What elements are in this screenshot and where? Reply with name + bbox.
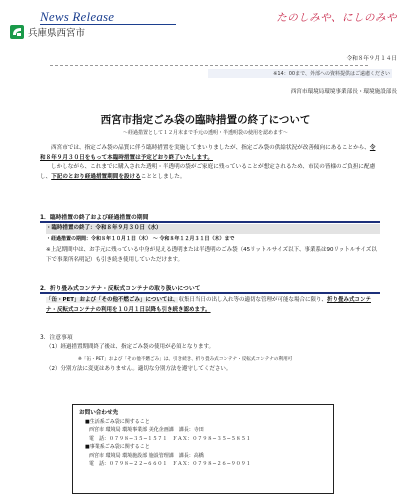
end-date-line: ・臨時措置の終了：令和８年９月３０日（水） bbox=[46, 224, 380, 234]
contact-group2-org: 西宮市 環境局 環境施設部 施設管理課 課長：高橋 bbox=[89, 452, 204, 459]
section3-heading: 3．注意事項 bbox=[40, 335, 73, 341]
section1-heading: 1．臨時措置の終了および経過措置の期間 bbox=[40, 215, 149, 221]
intro-p2-text: しかしながら、これまでに購入された透明・半透明の袋がご家庭に残っていることが想定されるため、市民の皆様のご負担に配慮し、 bbox=[40, 164, 376, 180]
section2-condition: 収集日当日の出し入れ等の適切な管理が可能な場合に限り、 bbox=[178, 297, 327, 303]
intro-paragraph-1 bbox=[40, 144, 380, 163]
intro-p2-emphasis: 下記のとおり経過措置期間を設ける bbox=[51, 173, 141, 180]
section2-body bbox=[46, 296, 380, 315]
section1-note: ※上記期間中は、お手元に残っている中身が見える透明または半透明のごみ袋（45リットルサイズ以下、事業系は90リットルサイズ以下で事業所名明記）も引き続き使用していただけます。 bbox=[46, 247, 377, 263]
intro-p1-emphasis: 令和８年９月３０日をもって本臨時措置は予定どおり終了いたします。 bbox=[40, 145, 376, 161]
section1-rule bbox=[40, 221, 380, 223]
section2-heading: 2．折り畳み式コンテナ・反転式コンテナの取り扱いについて bbox=[40, 286, 201, 292]
contact-group2-title: ■事業系ごみ袋に関すること bbox=[85, 444, 150, 450]
section2-rule bbox=[40, 292, 380, 294]
page-title: 西宮市指定ごみ袋の臨時措置の終了について bbox=[100, 114, 311, 126]
release-date: 令和８年９月１４日 bbox=[346, 56, 397, 62]
intro-paragraph-2 bbox=[40, 163, 380, 182]
brand bbox=[10, 25, 85, 39]
contact-group2-tel: 電 話：０７９８−２２−６６０１ ＦＡＸ：０７９８−２６−９０９１ bbox=[89, 461, 251, 467]
issuer: 西宮市環境局環境事業部長・環境施設部長 bbox=[290, 89, 397, 95]
contact-heading: お問い合わせ先 bbox=[79, 410, 119, 416]
contact-group1-tel: 電 話：０７９８−３５−１５７１ ＦＡＸ：０７９８−３５−５８５１ bbox=[89, 435, 251, 442]
contact-group1-title: ■生活系ごみ袋に関すること bbox=[85, 418, 150, 425]
news-release-title: News Release bbox=[40, 9, 115, 24]
caution-item-1: （1）経過措置期間終了後は、指定ごみ袋の使用が必須となります。 bbox=[46, 344, 215, 350]
intro-p2-end: こととしました。 bbox=[140, 173, 186, 180]
intro-text bbox=[40, 144, 380, 182]
city-logo-icon bbox=[10, 25, 24, 39]
caution-item-1-note: ※「缶・PET」および「その他不燃ごみ」は、引き続き、折り畳み式コンテナ・反転式コンテナの利用可 bbox=[78, 357, 293, 362]
contact-group1-org: 西宮市 環境局 環境事業部 美化企画課 課長：寺田 bbox=[89, 427, 204, 433]
embargo-notice: ※14：00まで、外部への資料提供はご遠慮ください bbox=[208, 69, 392, 78]
contact-box bbox=[72, 404, 334, 494]
page-subtitle: ～経過措置として１２月末まで手元の透明・半透明袋の使用を認めます～ bbox=[122, 130, 288, 136]
section2-target: 「缶・PET」および「その他不燃ごみ」については、 bbox=[46, 297, 179, 303]
dashed-divider bbox=[50, 65, 368, 66]
period-line: ・経過措置の期間：令和８年１０月１日（木） ～ 令和８年１２月３１日（木）まで bbox=[46, 236, 235, 242]
intro-p1-text: 西宮市では、指定ごみ袋の品質に伴う臨時措置を実施してまいりましたが、指定ごみ袋の供給状況が改善傾向にあることから、 bbox=[51, 145, 370, 151]
city-slogan: たのしみや、にしのみや bbox=[276, 12, 397, 24]
city-name: 兵庫県西宮市 bbox=[28, 28, 86, 39]
caution-item-2: （2）分別方法に変更はありません。適切な分別方法を遵守してください。 bbox=[46, 366, 232, 372]
section2-emphasis: 折り畳み式コンテナ・反転式コンテナの利用を１０月１日以降も引き続き認めます。 bbox=[46, 297, 371, 313]
